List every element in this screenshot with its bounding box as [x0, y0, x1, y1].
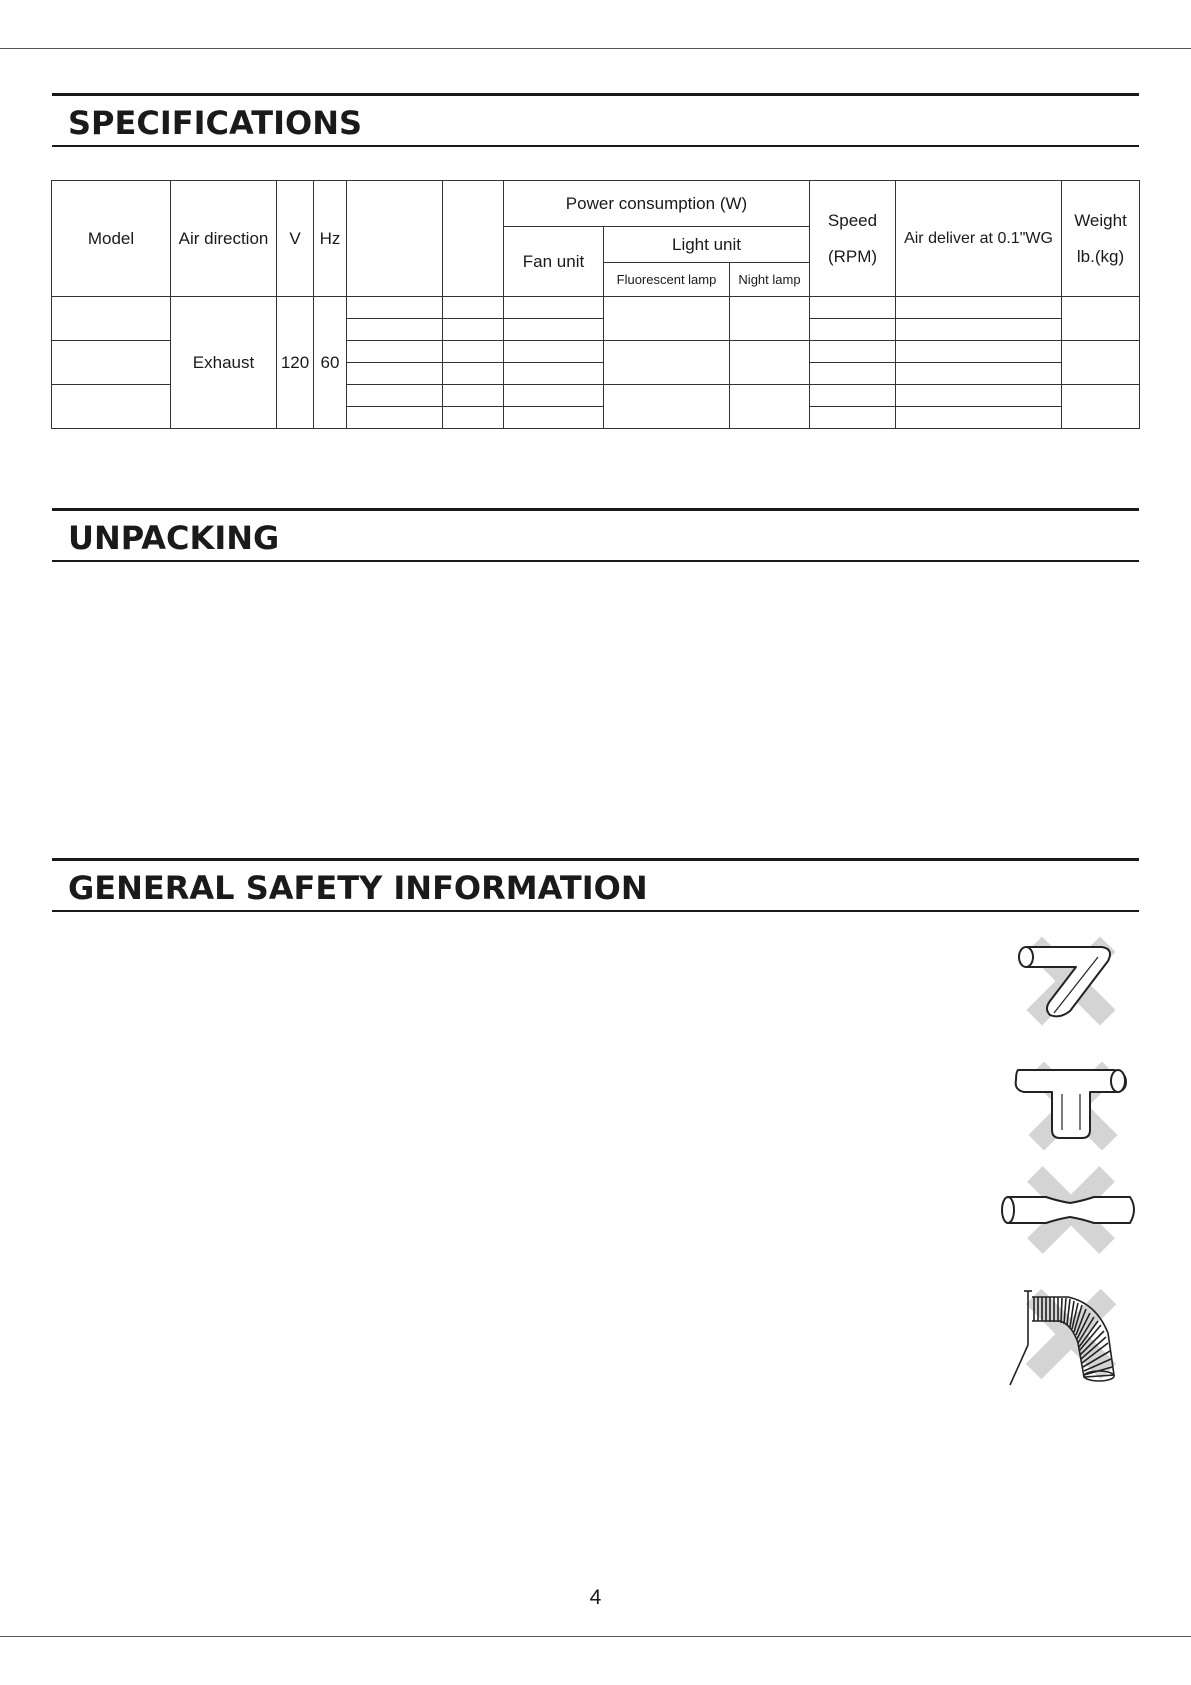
weight-cell [1062, 297, 1140, 341]
header-frequency: Hz [314, 181, 347, 297]
duct-u-bend-icon [1010, 1060, 1140, 1152]
top-rule [0, 48, 1191, 49]
safety-header [52, 858, 1139, 912]
specifications-table [51, 180, 1140, 429]
bottom-rule [0, 1636, 1191, 1637]
fluorescent-cell [604, 385, 730, 429]
model-cell [52, 341, 171, 385]
night-lamp-cell [730, 385, 810, 429]
voltage-cell: 120 [277, 297, 314, 429]
header-night-lamp: Night lamp [730, 263, 810, 297]
header-power-consumption: Power consumption (W) [504, 181, 810, 227]
header-air-direction: Air direction [171, 181, 277, 297]
header-voltage: V [277, 181, 314, 297]
header-weight-unit: lb.(kg) [1076, 246, 1125, 266]
frequency-cell: 60 [314, 297, 347, 429]
duct-angled-kink-icon [1010, 935, 1140, 1027]
header-weight-label: Weight [1074, 210, 1127, 230]
header-fan-unit: Fan unit [504, 227, 604, 297]
weight-cell [1062, 341, 1140, 385]
header-air-deliver: Air deliver at 0.1"WG [896, 181, 1062, 297]
air-direction-cell: Exhaust [171, 297, 277, 429]
header-fluorescent-lamp: Fluorescent lamp [604, 263, 730, 297]
unpacking-header [52, 508, 1139, 562]
page-number: 4 [589, 1586, 602, 1609]
weight-cell [1062, 385, 1140, 429]
header-blank-1 [347, 181, 443, 297]
night-lamp-cell [730, 297, 810, 341]
header-speed-unit: (RPM) [827, 246, 878, 266]
fluorescent-cell [604, 297, 730, 341]
section-title-specifications: SPECIFICATIONS [68, 104, 363, 142]
model-cell [52, 297, 171, 341]
specifications-header [52, 93, 1139, 147]
header-speed [810, 181, 896, 297]
header-light-unit: Light unit [604, 227, 810, 263]
header-model: Model [52, 181, 171, 297]
header-weight [1062, 181, 1140, 297]
section-title-unpacking: UNPACKING [68, 519, 280, 557]
header-speed-label: Speed [827, 210, 878, 230]
model-cell [52, 385, 171, 429]
duct-crushed-icon [998, 1165, 1143, 1255]
night-lamp-cell [730, 341, 810, 385]
fluorescent-cell [604, 341, 730, 385]
flex-duct-collapsed-icon [1004, 1285, 1134, 1400]
header-blank-2 [443, 181, 504, 297]
section-title-safety: GENERAL SAFETY INFORMATION [68, 869, 648, 907]
